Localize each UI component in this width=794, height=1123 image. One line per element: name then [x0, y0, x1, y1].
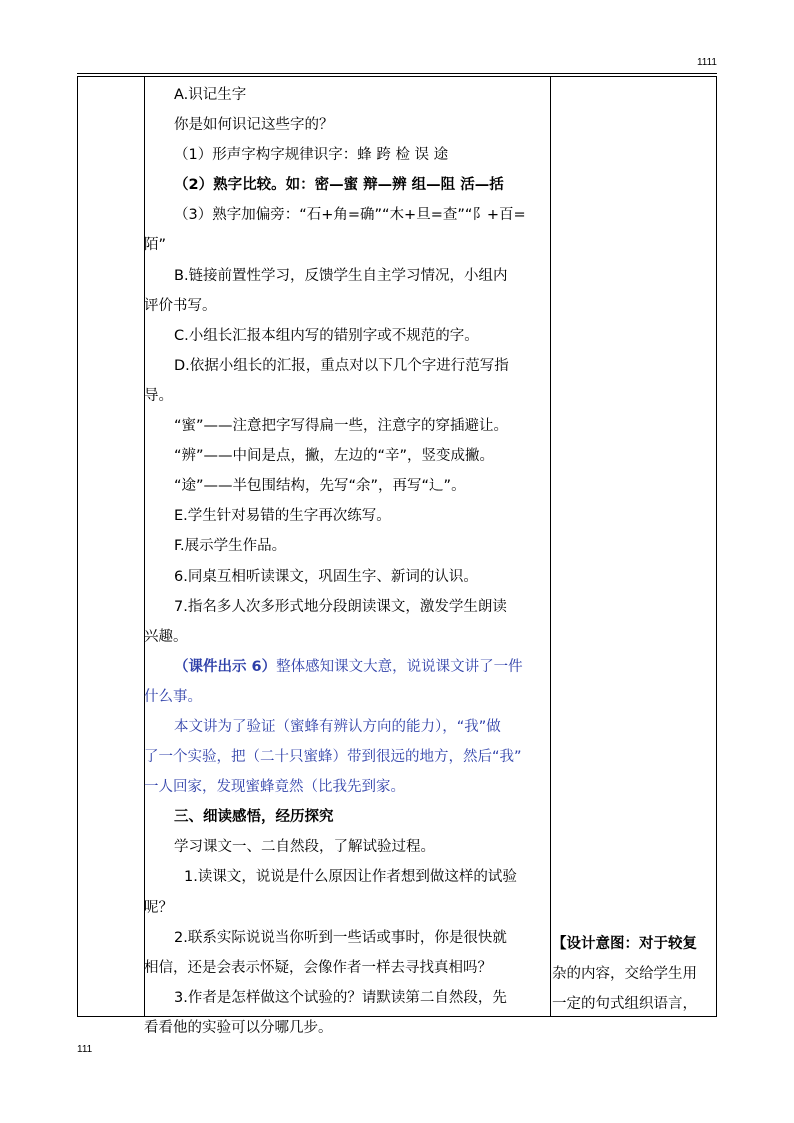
text-line: 陌” [144, 237, 167, 254]
page-footer-number: 111 [77, 1044, 93, 1055]
text-line: 兴趣。 [144, 628, 188, 645]
text-line: E.学生针对易错的生字再次练写。 [174, 508, 391, 525]
text-line: 评价书写。 [144, 297, 217, 314]
text-line: B.链接前置性学习，反馈学生自主学习情况，小组内 [174, 267, 508, 284]
teaching-process-column [144, 80, 550, 1043]
text-line: 什么事。 [144, 688, 202, 705]
text-line: 看看他的实验可以分哪几步。 [144, 1019, 333, 1036]
text-line: （1）形声字构字规律识字：蜂 跨 检 误 途 [174, 147, 449, 164]
design-intent-line: 【设计意图：对于较复 [552, 936, 697, 952]
text-line: 本文讲为了验证（蜜蜂有辨认方向的能力），“我”做 [174, 718, 501, 735]
text-line: D.依据小组长的汇报，重点对以下几个字进行范写指 [174, 357, 509, 374]
text-line: “途”——半包围结构，先写“余”，再写“辶”。 [174, 478, 466, 495]
courseware-tag: （课件出示 6） [174, 658, 277, 675]
design-intent-column [552, 929, 716, 1019]
text-line: （2）熟字比较。如：密—蜜 辩—辨 组—阻 活—括 [174, 177, 504, 194]
courseware-text: 整体感知课文大意，说说课文讲了一件 [276, 658, 523, 675]
courseware-line [144, 652, 550, 682]
text-line: 3.作者是怎样做这个试验的？请默读第二自然段，先 [174, 989, 507, 1006]
text-line: 2.联系实际说说当你听到一些话或事时，你是很快就 [174, 929, 507, 946]
text-line: 导。 [144, 387, 173, 404]
text-line: 了一个实验，把（二十只蜜蜂）带到很远的地方，然后“我” [144, 749, 522, 766]
text-line: 相信，还是会表示怀疑，会像作者一样去寻找真相吗？ [144, 959, 492, 976]
text-line: A.识记生字 [174, 87, 247, 103]
text-line: “辨”——中间是点，撇，左边的“辛”，竖变成撇。 [174, 448, 495, 465]
page-header-number: 1111 [696, 57, 717, 68]
text-line: （3）熟字加偏旁：“石+角=确”“木+旦=查”“阝+百= [174, 207, 526, 224]
text-line: 一人回家，发现蜜蜂竟然（比我先到家。 [144, 779, 405, 796]
section-heading: 三、细读感悟，经历探究 [174, 809, 334, 826]
column-divider-2 [550, 76, 551, 1017]
text-line: 1.读课文，说说是什么原因让作者想到做这样的试验 [184, 869, 517, 886]
design-intent-line: 杂的内容，交给学生用 [552, 966, 697, 983]
text-line: 7.指名多人次多形式地分段朗读课文，激发学生朗读 [174, 598, 507, 615]
text-line: 呢？ [144, 899, 173, 916]
text-line: 你是如何识记这些字的？ [174, 117, 334, 134]
header-rule [77, 73, 717, 74]
text-line: 6.同桌互相听读课文，巩固生字、新词的认识。 [174, 568, 478, 585]
text-line: “蜜”——注意把字写得扁一些，注意字的穿插避让。 [174, 418, 509, 435]
text-line: F.展示学生作品。 [174, 538, 287, 555]
text-line: C.小组长汇报本组内写的错别字或不规范的字。 [174, 327, 479, 344]
design-intent-line: 一定的句式组织语言， [552, 996, 697, 1013]
text-line: 学习课文一、二自然段，了解试验过程。 [174, 839, 435, 856]
